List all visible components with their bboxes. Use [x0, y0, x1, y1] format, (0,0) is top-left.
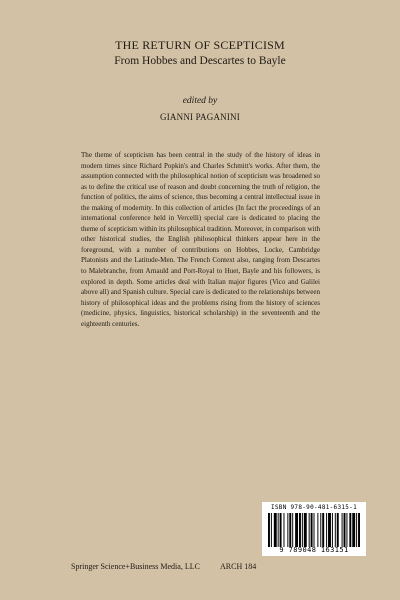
barcode: [262, 502, 366, 556]
barcode-bar: [302, 513, 303, 547]
barcode-bar: [356, 513, 357, 547]
barcode-bar: [292, 513, 293, 547]
edited-by-label: edited by: [182, 96, 218, 106]
barcode-bar: [311, 513, 313, 547]
barcode-bar: [344, 513, 346, 547]
book-title: THE RETURN OF SCEPTICISM: [115, 38, 285, 52]
barcode-bar: [268, 513, 270, 547]
blurb-text: The theme of scepticism has been central in the study of the history of ideas in modern times since Richard Popkin's and Charles Schmitt's works. After them, the assumption connected with the philosophical notion of scepticism was broadened so as to define the critical use of reason and doubt concerning the truth of religion, the function of politics, the aims of science, thus becoming a central intellectual issue in the making of modernity. In this collection of articles (In fact the proceedings of an international conference held in Vercelli) special care is dedicated to placing the theme of scepticism within its philosophical tradition. Moreover, in comparison with other historical studies, the English philosophical thinkers appear here in the foreground, with a number of contributions on Hobbes, Locke, Cambridge Platonists and the Latitude-Men. The French Context also, ranging from Descartes to Malebranche, from Arnauld and Port-Royal to Huet, Bayle and his followers, is explored in depth. Some articles deal with Italian major figures (Vico and Galilei above all) and Spanish culture. Special care is dedicated to the relationships between history of philosophical ideas and the problems rising from the history of sciences (medicine, physics, linguistics, historical scholarship) in the seventeenth and the eighteenth centuries.: [81, 151, 320, 328]
barcode-bar: [320, 513, 321, 547]
barcode-bars: [268, 513, 360, 547]
barcode-bar: [358, 513, 360, 547]
barcode-bar: [280, 513, 282, 547]
barcode-bar: [326, 513, 327, 547]
barcode-bar: [289, 513, 291, 547]
isbn-label: ISBN 978-90-481-6315-1: [270, 504, 358, 511]
barcode-bar: [274, 513, 277, 547]
barcode-bar: [271, 513, 272, 547]
barcode-bar: [283, 513, 284, 547]
barcode-bar: [278, 513, 279, 547]
publisher-name: Springer Science+Business Media, LLC: [71, 562, 200, 571]
barcode-bar: [328, 513, 331, 547]
barcode-bar: [287, 513, 288, 547]
barcode-bar: [304, 513, 307, 547]
barcode-bar: [332, 513, 333, 547]
barcode-bar: [352, 513, 355, 547]
series-number: ARCH 184: [220, 562, 257, 571]
barcode-bar: [309, 513, 310, 547]
barcode-bar: [335, 513, 336, 547]
barcode-bar: [295, 513, 298, 547]
barcode-bar: [314, 513, 315, 547]
book-subtitle: From Hobbes and Descartes to Bayle: [114, 55, 286, 67]
barcode-bar: [349, 513, 351, 547]
barcode-bar: [317, 513, 318, 547]
barcode-bar: [322, 513, 324, 547]
barcode-bar: [346, 513, 347, 547]
editor-name: GIANNI PAGANINI: [160, 112, 240, 122]
barcode-bar: [337, 513, 339, 547]
barcode-bar: [299, 513, 301, 547]
barcode-digits: 9 789048 163151: [279, 546, 349, 554]
barcode-bar: [342, 513, 343, 547]
